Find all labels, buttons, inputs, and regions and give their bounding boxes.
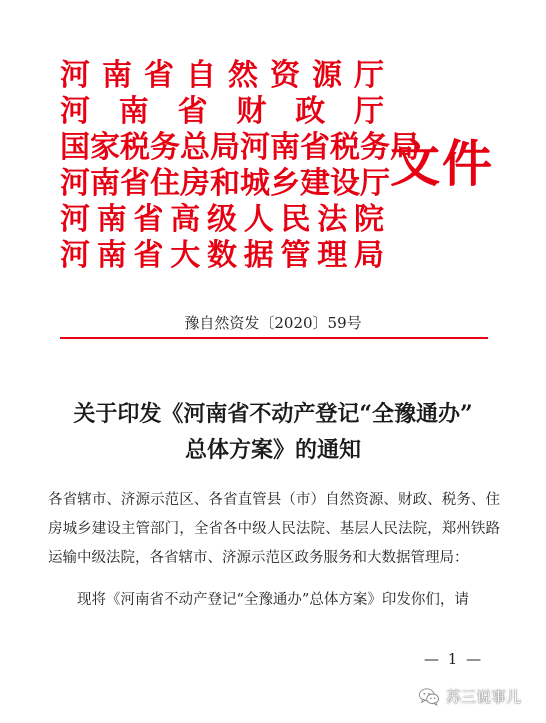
red-divider xyxy=(60,337,488,339)
issuer-line: 国家税务总局河南省税务局 xyxy=(60,130,420,165)
watermark xyxy=(418,686,521,707)
issuer-line: 河南省高级人民法院 xyxy=(60,202,384,237)
issuer-line: 河南省自然资源厅 xyxy=(60,58,384,93)
watermark-text: 苏三说事儿 xyxy=(446,688,522,706)
document-title xyxy=(0,396,546,468)
page-number: — 1 — xyxy=(424,650,484,668)
wechat-icon xyxy=(418,687,440,707)
title-line-2: 总体方案》的通知 xyxy=(184,437,361,463)
title-line-1: 关于印发《河南省不动产登记“全豫通办” xyxy=(73,401,473,427)
document-body xyxy=(48,486,500,615)
addressee-paragraph: 各省辖市、济源示范区、各省直管县（市）自然资源、财政、税务、住房城乡建设主管部门，全省各中级人民法院、基层人民法院，郑州铁路运输中级法院，各省辖市、济源示范区政务服务和大数据管理局： xyxy=(48,492,500,566)
body-paragraph: 现将《河南省不动产登记“全豫通办”总体方案》印发你们，请 xyxy=(77,592,469,608)
issuer-line: 河南省大数据管理局 xyxy=(60,238,384,273)
document-number: 豫自然资发〔2020〕59号 xyxy=(184,314,362,332)
issuer-line: 河南省住房和城乡建设厅 xyxy=(60,166,390,201)
document-label: 文件 xyxy=(390,134,494,193)
issuer-list xyxy=(60,58,420,274)
issuer-line: 河南省财政厅 xyxy=(60,94,384,129)
